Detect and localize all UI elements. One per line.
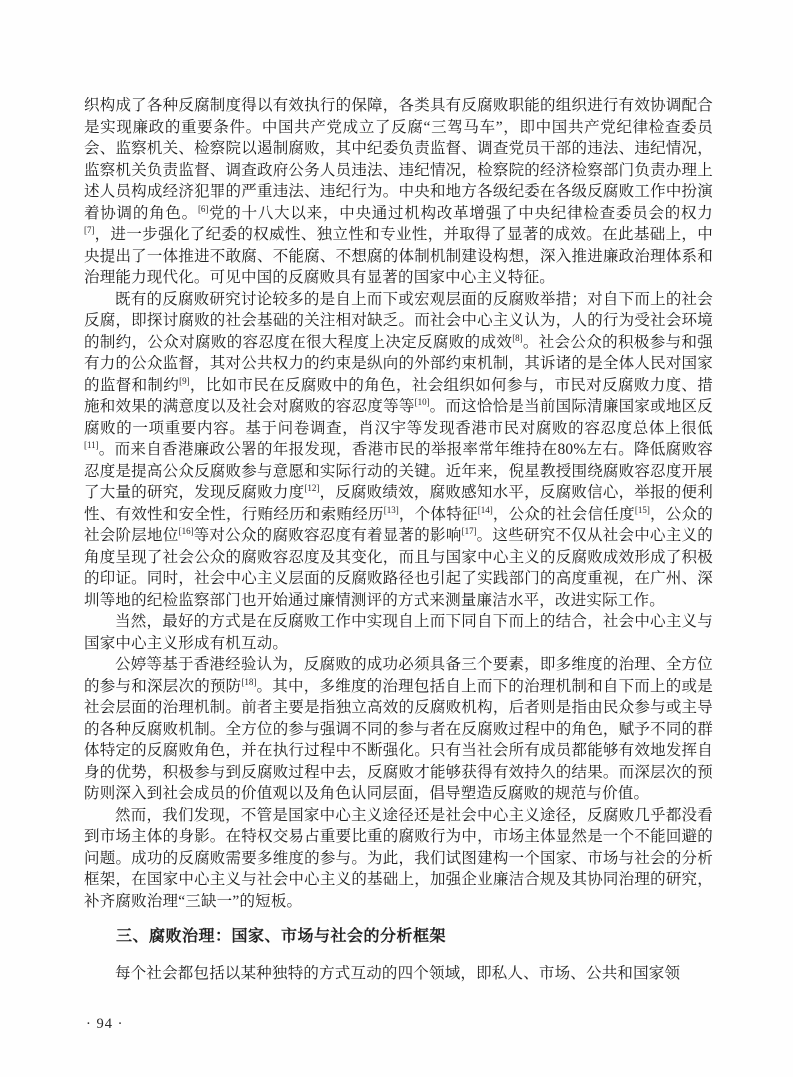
citation-ref: [14]: [477, 504, 493, 515]
page-text-block: [84, 95, 713, 984]
paragraph: 公婷等基于香港经验认为，反腐败的成功必须具备三个要素，即多维度的治理、全方位的参与和深层次的预防[18]。其中，多维度的治理包括自上而下的治理机制和自下而上的或是社会层面的治理机制。前者主要是指独立高效的反腐败机构，后者则是指由民众参与或主导的各种反腐败机制。全方位的参与强调不同的参与者在反腐败过程中的角色，赋予不同的群体特定的反腐败角色，并在执行过程中不断强化。只有当社会所有成员都能够有效地发挥自身的优势，积极参与到反腐败过程中去，反腐败才能够获得有效持久的结果。而深层次的预防则深入到社会成员的价值观以及角色认同层面，倡导塑造反腐败的规范与价值。: [84, 656, 713, 802]
after-heading-paragraphs: [84, 963, 713, 985]
citation-ref: [18]: [241, 676, 257, 687]
citation-ref: [16]: [178, 525, 194, 536]
paragraph: 当然，最好的方式是在反腐败工作中实现自上而下同自下而上的结合，社会中心主义与国家中心主义形成有机互动。: [84, 613, 713, 652]
citation-ref: [9]: [179, 375, 190, 386]
citation-ref: [13]: [383, 504, 399, 515]
citation-ref: [17]: [461, 525, 477, 536]
citation-ref: [7]: [84, 224, 95, 235]
paragraph: 织构成了各种反腐制度得以有效执行的保障，各类具有反腐败职能的组织进行有效协调配合是实现廉政的重要条件。中国共产党成立了反腐“三驾马车”，即中国共产党纪律检查委员会、监察机关、检察院以遏制腐败，其中纪委负责监督、调查党员干部的违法、违纪情况，监察机关负责监督、调查政府公务人员违法、违纪情况，检察院的经济检察部门负责办理上述人员构成经济犯罪的严重违法、违纪行为。中央和地方各级纪委在各级反腐败工作中扮演着协调的角色。[6]党的十八大以来，中央通过机构改革增强了中央纪律检查委员会的权力[7]，进一步强化了纪委的权威性、独立性和专业性，并取得了显著的成效。在此基础上，中央提出了一体推进不敢腐、不能腐、不想腐的体制机制建设构想，深入推进廉政治理体系和治理能力现代化。可见中国的反腐败具有显著的国家中心主义特征。: [84, 97, 713, 286]
citation-ref: [10]: [414, 396, 430, 407]
citation-ref: [6]: [197, 203, 209, 214]
section-heading: 三、腐败治理：国家、市场与社会的分析框架: [116, 928, 447, 945]
paragraph: 然而，我们发现，不管是国家中心主义途径还是社会中心主义途径，反腐败几乎都没看到市场主体的身影。在特权交易占重要比重的腐败行为中，市场主体显然是一个不能回避的问题。成功的反腐败需要多维度的参与。为此，我们试图建构一个国家、市场与社会的分析框架，在国家中心主义与社会中心主义的基础上，加强企业廉洁合规及其协同治理的研究，补齐腐败治理“三缺一”的短板。: [84, 806, 713, 910]
citation-ref: [15]: [634, 504, 650, 515]
citation-ref: [8]: [512, 332, 523, 343]
citation-ref: [11]: [84, 439, 99, 450]
paragraph: 每个社会都包括以某种独特的方式互动的四个领域，即私人、市场、公共和国家领: [115, 964, 681, 982]
page-number: · 94 ·: [86, 1016, 124, 1032]
paragraph: 既有的反腐败研究讨论较多的是自上而下或宏观层面的反腐败举措；对自下而上的社会反腐，即探讨腐败的社会基础的关注相对缺乏。而社会中心主义认为，人的行为受社会环境的制约，公众对腐败的容忍度在很大程度上决定反腐败的成效[8]。社会公众的积极参与和强有力的公众监督，其对公共权力的约束是纵向的外部约束机制，其诉诸的是全体人民对国家的监督和制约[9]，比如市民在反腐败中的角色，社会组织如何参与，市民对反腐败力度、措施和效果的满意度以及社会对腐败的容忍度等等[10]。而这恰恰是当前国际清廉国家或地区反腐败的一项重要内容。基于问卷调查，肖汉宇等发现香港市民对腐败的容忍度总体上很低[11]。而来自香港廉政公署的年报发现，香港市民的举报率常年维持在80%左右。降低腐败容忍度是提高公众反腐败参与意愿和实际行动的关键。近年来，倪星教授围绕腐败容忍度开展了大量的研究，发现反腐败力度[12]，反腐败绩效，腐败感知水平，反腐败信心，举报的便利性、有效性和安全性，行贿经历和索贿经历[13]，个体特征[14]，公众的社会信任度[15]，公众的社会阶层地位[16]等对公众的腐败容忍度有着显著的影响[17]。这些研究不仅从社会中心主义的角度呈现了社会公众的腐败容忍度及其变化，而且与国家中心主义的反腐败成效形成了积极的印证。同时，社会中心主义层面的反腐败路径也引起了实践部门的高度重视，在广州、深圳等地的纪检监察部门也开始通过廉情测评的方式来测量廉洁水平，改进实际工作。: [84, 290, 714, 609]
body-paragraphs: [84, 95, 713, 912]
citation-ref: [12]: [304, 482, 320, 493]
